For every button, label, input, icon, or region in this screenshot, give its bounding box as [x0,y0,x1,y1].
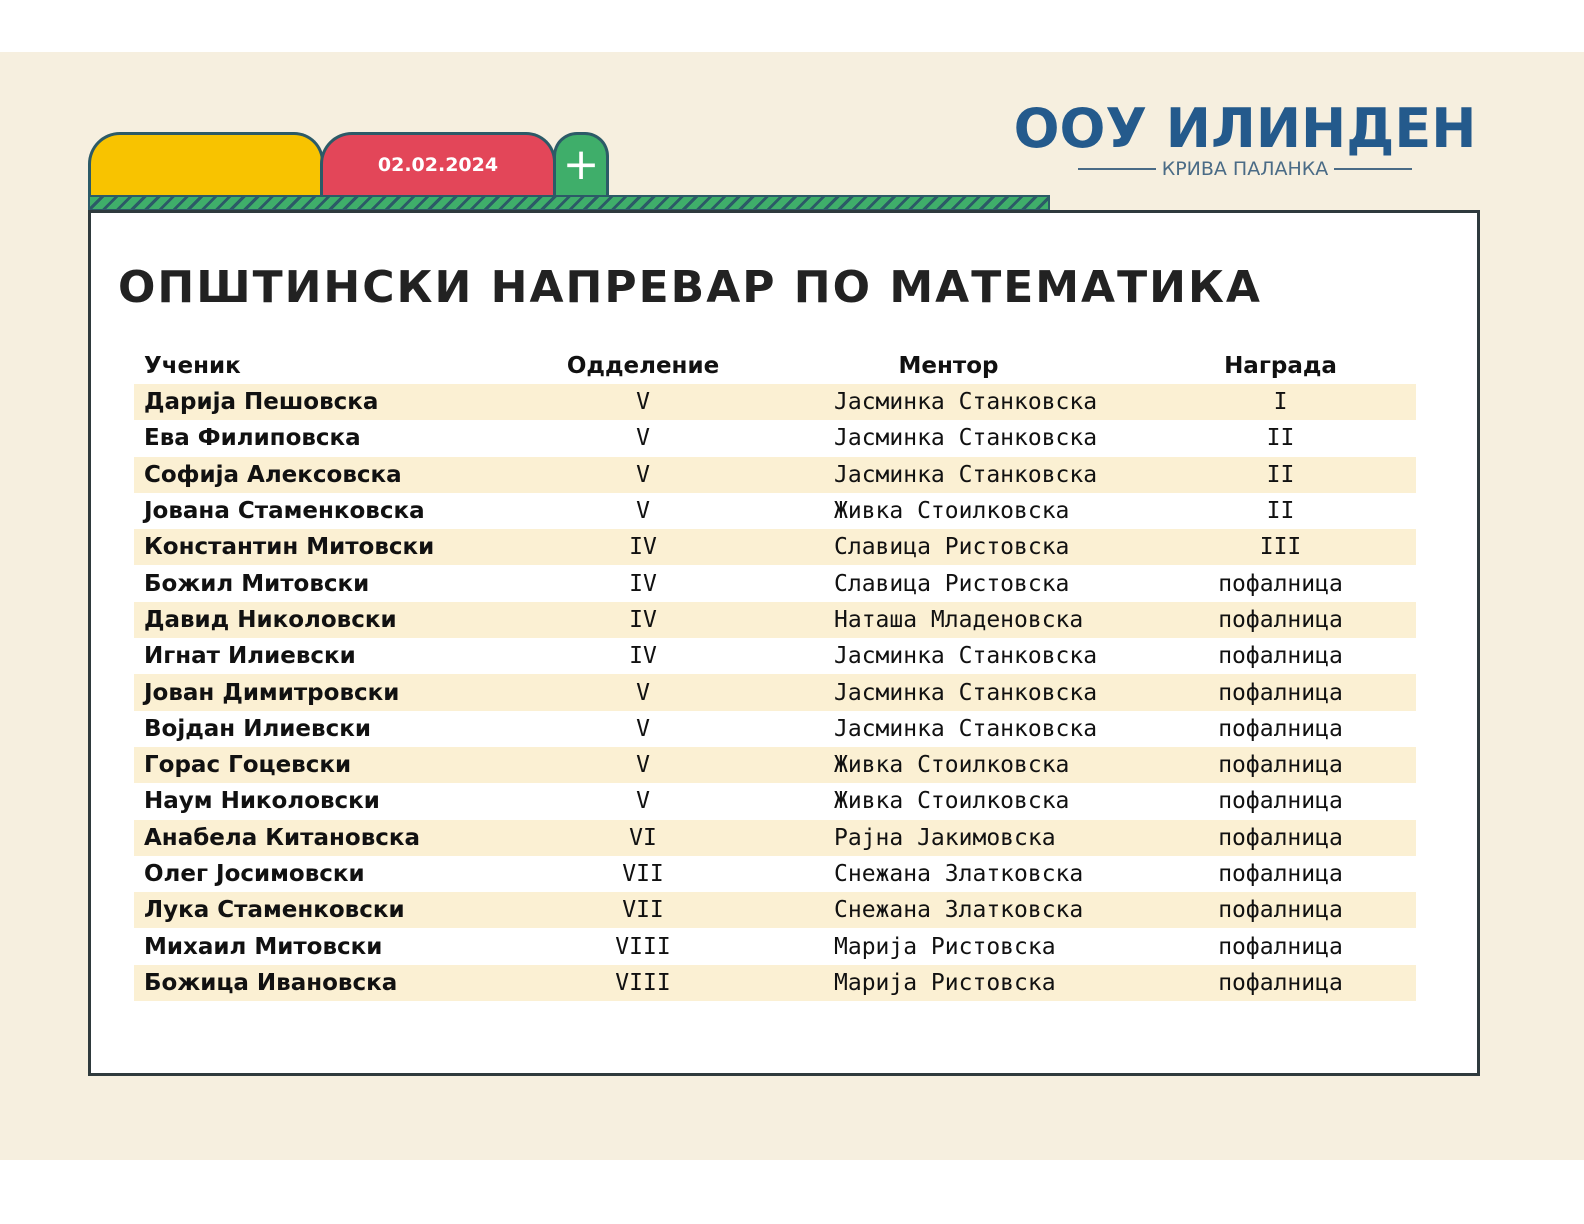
cell-mentor: Јасминка Станковска [834,679,1098,706]
cell-student: Наум Николовски [144,788,380,815]
table-row [134,457,1416,493]
header-mentor: Ментор [898,353,999,379]
header-grade: Одделение [566,353,720,379]
cell-award: пофалница [1218,606,1343,633]
cell-mentor: Живка Стоилковска [834,498,1070,525]
cell-student: Јована Стаменковска [144,498,425,525]
table-row [134,529,1416,565]
cell-grade: IV [629,570,657,597]
table-row [134,420,1416,456]
cell-mentor: Јасминка Станковска [834,461,1098,488]
page-title: ОПШТИНСКИ НАПРЕВАР ПО МАТЕМАТИКА [118,262,1262,313]
cell-award: II [1266,461,1295,488]
cell-grade: IV [629,534,657,561]
cell-award: пофалница [1218,788,1343,815]
cell-award: пофалница [1218,643,1343,670]
results-table [134,348,1416,1001]
logo-rule-left [1078,168,1156,170]
cell-student: Дарија Пешовска [144,389,379,416]
cell-grade: V [636,461,650,488]
cell-mentor: Наташа Младеновска [834,606,1084,633]
cell-mentor: Јасминка Станковска [834,715,1098,742]
cell-grade: VII [622,861,664,887]
cell-award: пофалница [1218,752,1343,779]
table-row [134,892,1416,928]
cell-award: пофалница [1218,824,1343,851]
cell-mentor: Марија Ристовска [834,933,1056,960]
table-row [134,856,1416,892]
table-row [134,965,1416,1001]
cell-grade: IV [629,643,657,670]
cell-award: пофалница [1218,933,1343,960]
cell-student: Јован Димитровски [144,679,400,706]
cell-mentor: Јасминка Станковска [834,643,1098,670]
cell-mentor: Марија Ристовска [834,969,1056,996]
table-row [134,638,1416,674]
cell-award: пофалница [1218,570,1343,597]
cell-award: пофалница [1218,861,1343,887]
cell-student: Лука Стаменковски [144,897,405,924]
cell-grade: V [636,389,650,416]
cell-mentor: Јасминка Станковска [834,425,1098,452]
tab-date[interactable]: 02.02.2024 [320,132,556,200]
table-row [134,602,1416,638]
cell-student: Божил Митовски [144,570,370,597]
cell-student: Горас Гоцевски [144,752,352,779]
table-row [134,674,1416,710]
cell-grade: VIII [615,933,671,960]
cell-student: Игнат Илиевски [144,643,356,670]
cell-award: пофалница [1218,679,1343,706]
cell-grade: V [636,715,650,742]
table-row [134,783,1416,819]
cell-grade: V [636,752,650,779]
logo-subtitle-row [1010,158,1480,180]
cell-student: Михаил Митовски [144,933,383,960]
table-row [134,820,1416,856]
table-row [134,747,1416,783]
table-row [134,493,1416,529]
add-tab-button[interactable] [553,132,609,200]
cell-award: III [1259,534,1302,561]
logo-title: ООУ ИЛИНДЕН [1013,97,1477,160]
plus-icon: + [562,138,600,190]
cell-student: Божица Ивановска [144,969,398,996]
cell-mentor: Живка Стоилковска [834,788,1070,815]
header-student: Ученик [144,353,241,379]
header-award: Награда [1224,353,1337,379]
school-logo [1010,97,1480,180]
cell-grade: IV [629,606,657,633]
cell-mentor: Јасминка Станковска [834,389,1098,416]
cell-student: Ева Филиповска [144,425,361,452]
cell-award: II [1266,425,1295,452]
table-row [134,384,1416,420]
cell-student: Анабела Китановска [144,824,421,851]
table-row [134,711,1416,747]
striped-divider [88,195,1050,211]
tab-yellow[interactable] [88,132,324,200]
cell-student: Константин Митовски [144,534,435,561]
cell-mentor: Славица Ристовска [834,534,1070,561]
cell-grade: V [636,498,650,525]
cell-mentor: Снежана Златковска [834,897,1084,924]
cell-student: Олег Јосимовски [144,861,365,887]
cell-grade: V [636,679,650,706]
cell-grade: V [636,425,650,452]
table-header-row [134,348,1416,384]
logo-subtitle: КРИВА ПАЛАНКА [1161,158,1329,180]
cell-student: Војдан Илиевски [144,715,371,742]
cell-mentor: Рајна Јакимовска [834,824,1056,851]
cell-grade: V [636,788,650,815]
cell-award: пофалница [1218,969,1343,996]
table-row [134,928,1416,964]
logo-rule-right [1334,168,1412,170]
cell-award: II [1266,498,1295,525]
cell-student: Софија Алексовска [144,461,402,488]
cell-award: пофалница [1218,897,1343,924]
cell-grade: VI [629,824,657,851]
cell-grade: VII [622,897,664,924]
cell-grade: VIII [615,969,671,996]
table-row [134,565,1416,601]
cell-mentor: Живка Стоилковска [834,752,1070,779]
cell-award: I [1273,389,1288,416]
cell-award: пофалница [1218,715,1343,742]
cell-mentor: Снежана Златковска [834,861,1084,887]
cell-student: Давид Николовски [144,606,397,633]
cell-mentor: Славица Ристовска [834,570,1070,597]
